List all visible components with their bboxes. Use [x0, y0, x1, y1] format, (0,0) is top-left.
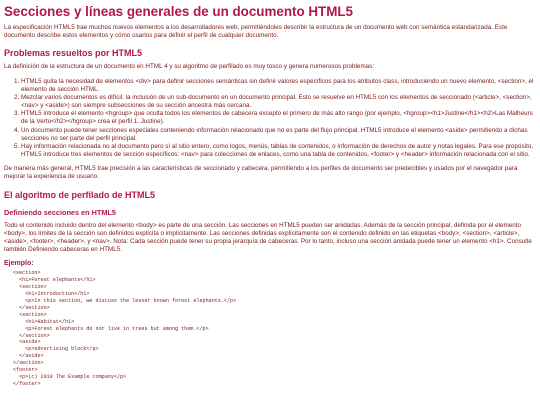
section-heading-problems: Problemas resueltos por HTML5 [4, 48, 143, 59]
intro-paragraph: La especificación HTML5 trae muchos nuevos elementos a los desarrolladores web, permitiéndoles describir la estructura de un documento web con semántica estandarizada. Este documento describe estos elementos y cómo usarlos para definir el perfil de cualquier documento. [4, 24, 508, 40]
code-example: <section> <h1>Forest elephants</h1> <section> <h1>Introduction</h1> <p>In this section, we discuss the lesser known forest elephants.</p> </section> <section> <h1>Habitat</h1> <p>Forest elephants do not live in trees but among them.</p> </section> <aside> <p>advertising block</p> </aside> </section> <footer> <p>(c) 2010 The Example company</p> </footer> [13, 270, 237, 388]
list-item: 1. HTML5 quita la necesidad de elementos <div> para definir secciones semánticas sin definir valores específicos para los atributos class, introduciendo un nuevo elemento, <section>, el elemento de sección HTML. [21, 78, 535, 94]
page-title: Secciones y líneas generales de un documento HTML5 [4, 4, 354, 19]
list-item: 5. Hay información relacionada no al documento pero sí al sitio entero, como logos, menús, tablas de contenidos, o información de derechos de autor y notas legales. Para ese propósito, HTML5 introduce tres elementos de sección específicos: <nav> para colecciones de enlaces, como una tabla de contenidos, <footer> y <header> información relacionada con el sitio. [21, 143, 535, 159]
list-item: 4. Un documento puede tener secciones especiales conteniendo información relacionado que no es parte del flujo principal. HTML5 introduce el elemento <aside> permitiendo a dichas secciones no ser parte del perfil principal. [21, 127, 535, 143]
subsection-heading-defining-sections: Definiendo secciones en HTML5 [4, 207, 116, 217]
example-label: Ejemplo: [4, 260, 34, 268]
list-item: 3. HTML5 introduce el elemento <hgroup> que oculta todos los elementos de cabecera excepto el primero de más alto rango (por ejemplo, <hgroup><h1>Justine</h1><h2>Las Malheurs de la Vertu</h2></hgroup> crea el perfil 1. Justine). [21, 110, 535, 126]
problems-lead-paragraph: La definición de la estructura de un documento en HTML 4 y su algoritmo de perfilado es muy tosco y genera numerosos problemas: [4, 63, 375, 71]
section-heading-algorithm: El algoritmo de perfilado de HTML5 [4, 189, 156, 200]
problems-list [4, 78, 535, 160]
list-item: 2. Mezclar varios documentos es difícil: la inclusión de un sub-documento en un documento principal. Esto se resuelve en HTML5 con los elementos de seccionado (<article>, <section>, <nav> y <aside>) son siempre subsecciones de su sección ancestra más cercana. [21, 94, 535, 110]
defining-sections-paragraph: Todo el contenido incluido dentro del elemento <body> es parte de una sección. Las secciones en HTML5 pueden ser anidadas. Además de la sección principal, definida por el elemento <body>, los límites de la sección son definidos explícita o implícitamente. Las secciones definidas explícitamente son el contenido definido en las etiquetas <body>, <section>, <article>, <aside>, <footer>, <header>, y <nav>. Nota: Cada sección puede tener su propia jerarquía de cabeceras. Por lo tanto, incluso una sección anidada puede tener un elemento <h1>. Consulte también Definiendo cabeceras en HTML5. [4, 221, 532, 254]
problems-closing-paragraph: De manera más general, HTML5 trae precisión a las características de seccionado y cabecera, permitiendo a los perfiles de documento ser predecibles y usados por el navegador para mejorar la experiencia de usuario. [4, 165, 518, 181]
